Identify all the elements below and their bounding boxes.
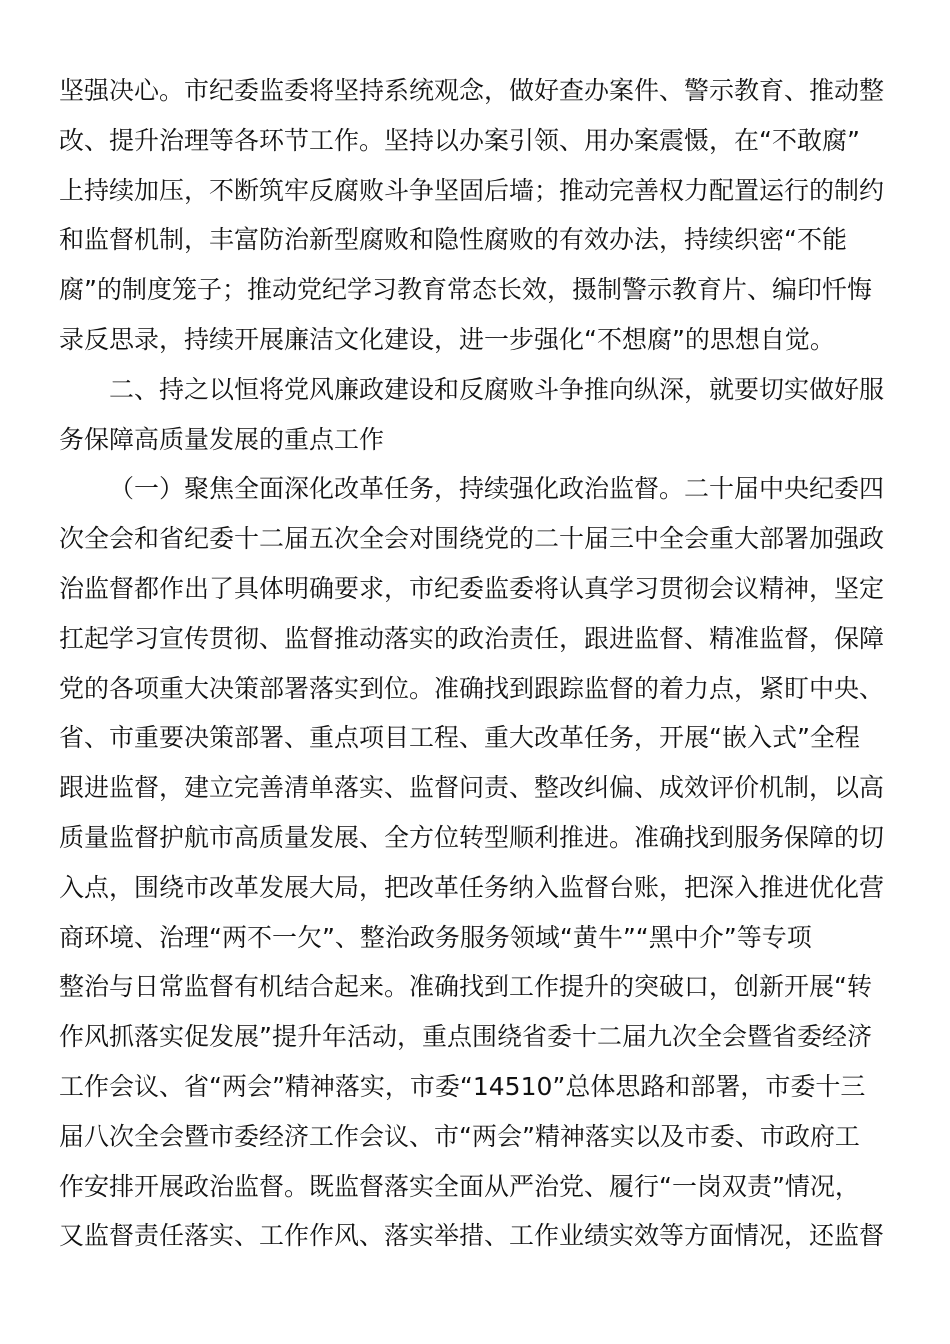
text-line: 跟进监督，建立完善清单落实、监督问责、整改纠偏、成效评价机制，以高 xyxy=(59,773,885,803)
section-heading-line: 二、持之以恒将党风廉政建设和反腐败斗争推向纵深，就要切实做好服 xyxy=(109,374,885,404)
text-line: 商环境、治理“两不一欠”、整治政务服务领域“黄牛”“黑中介”等专项 xyxy=(59,922,812,952)
text-line: 治监督都作出了具体明确要求，市纪委监委将认真学习贯彻会议精神，坚定 xyxy=(59,573,885,603)
text-line: 腐”的制度笼子；推动党纪学习教育常态长效，摄制警示教育片、编印忏悔 xyxy=(59,275,872,305)
text-line: 作风抓落实促发展”提升年活动，重点围绕省委十二届九次全会暨省委经济 xyxy=(59,1022,872,1052)
text-line: 党的各项重大决策部署落实到位。准确找到跟踪监督的着力点，紧盯中央、 xyxy=(59,673,885,703)
text-line: 扛起学习宣传贯彻、监督推动落实的政治责任，跟进监督、精准监督，保障 xyxy=(59,623,885,653)
subsection-heading-line: （一）聚焦全面深化改革任务，持续强化政治监督。二十届中央纪委四 xyxy=(109,474,885,504)
text-line: 录反思录，持续开展廉洁文化建设，进一步强化“不想腐”的思想自觉。 xyxy=(59,324,835,354)
text-line: 整治与日常监督有机结合起来。准确找到工作提升的突破口，创新开展“转 xyxy=(59,972,872,1002)
section-heading-line: 务保障高质量发展的重点工作 xyxy=(59,424,385,454)
text-line: 入点，围绕市改革发展大局，把改革任务纳入监督台账，把深入推进优化营 xyxy=(59,872,885,902)
text-line: 质量监督护航市高质量发展、全方位转型顺利推进。准确找到服务保障的切 xyxy=(59,822,885,852)
text-line: 改、提升治理等各环节工作。坚持以办案引领、用办案震慑，在“不敢腐” xyxy=(59,125,860,155)
text-line: 和监督机制，丰富防治新型腐败和隐性腐败的有效办法，持续织密“不能 xyxy=(59,225,847,255)
text-line: 坚强决心。市纪委监委将坚持系统观念，做好查办案件、警示教育、推动整 xyxy=(59,76,885,105)
text-line: 又监督责任落实、工作作风、落实举措、工作业绩实效等方面情况，还监督 xyxy=(59,1221,885,1251)
text-line: 次全会和省纪委十二届五次全会对围绕党的二十届三中全会重大部署加强政 xyxy=(59,524,885,554)
text-line: 作安排开展政治监督。既监督落实全面从严治党、履行“一岗双责”情况， xyxy=(59,1171,860,1201)
text-line: 上持续加压，不断筑牢反腐败斗争坚固后墙；推动完善权力配置运行的制约 xyxy=(59,175,885,205)
text-line: 届八次全会暨市委经济工作会议、市“两会”精神落实以及市委、市政府工 xyxy=(59,1121,860,1151)
text-line: 工作会议、省“两会”精神落实，市委“14510”总体思路和部署，市委十三 xyxy=(59,1071,866,1101)
text-line: 省、市重要决策部署、重点项目工程、重大改革任务，开展“嵌入式”全程 xyxy=(59,723,860,753)
